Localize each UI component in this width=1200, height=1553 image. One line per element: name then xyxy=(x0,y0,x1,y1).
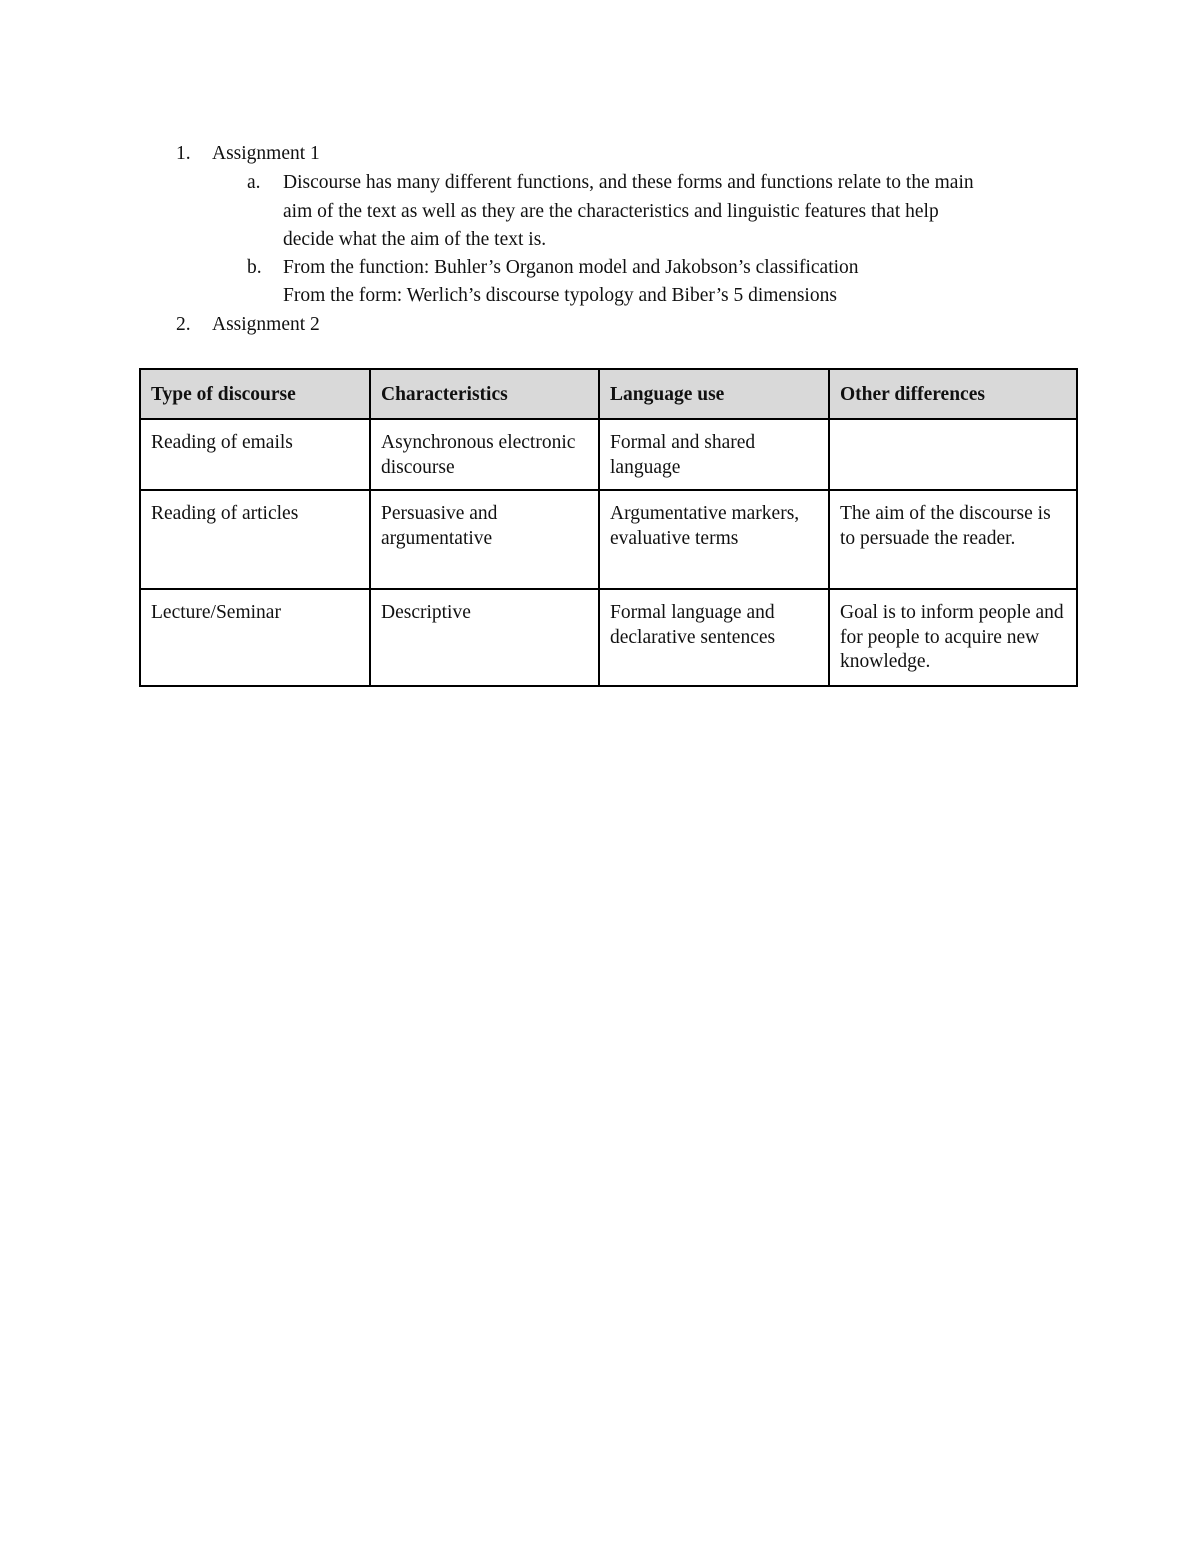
table-cell: Persuasive and argumentative xyxy=(370,490,599,589)
table-row xyxy=(140,589,1077,686)
discourse-table xyxy=(139,368,1078,687)
subitem-a-line-2: aim of the text as well as they are the characteristics and linguistic features that help xyxy=(283,201,939,222)
header-characteristics: Characteristics xyxy=(370,369,599,419)
table-cell: Asynchronous electronic discourse xyxy=(370,419,599,490)
table-cell: Lecture/Seminar xyxy=(140,589,370,686)
table-cell xyxy=(829,419,1077,490)
table-cell: Argumentative markers, evaluative terms xyxy=(599,490,829,589)
table-row xyxy=(140,419,1077,490)
assignment-2-title: Assignment 2 xyxy=(212,314,320,335)
subitem-a-line-3: decide what the aim of the text is. xyxy=(283,229,547,250)
list-marker-b: b. xyxy=(247,257,262,278)
table-header-row xyxy=(140,369,1077,419)
assignment-1-title: Assignment 1 xyxy=(212,143,320,164)
header-type-of-discourse: Type of discourse xyxy=(140,369,370,419)
table-cell: Goal is to inform people and for people to acquire new knowledge. xyxy=(829,589,1077,686)
list-marker-2: 2. xyxy=(176,314,191,335)
subitem-a-line-1: Discourse has many different functions, and these forms and functions relate to the main xyxy=(283,172,974,193)
table-cell: The aim of the discourse is to persuade the reader. xyxy=(829,490,1077,589)
table-cell: Descriptive xyxy=(370,589,599,686)
header-other-differences: Other differences xyxy=(829,369,1077,419)
table-row xyxy=(140,490,1077,589)
table-cell: Reading of articles xyxy=(140,490,370,589)
table-cell: Reading of emails xyxy=(140,419,370,490)
table-cell: Formal and shared language xyxy=(599,419,829,490)
table-cell: Formal language and declarative sentences xyxy=(599,589,829,686)
list-marker-a: a. xyxy=(247,172,261,193)
list-marker-1: 1. xyxy=(176,143,191,164)
header-language-use: Language use xyxy=(599,369,829,419)
subitem-b-line-2: From the form: Werlich’s discourse typology and Biber’s 5 dimensions xyxy=(283,285,837,306)
subitem-b-line-1: From the function: Buhler’s Organon model and Jakobson’s classification xyxy=(283,257,859,278)
